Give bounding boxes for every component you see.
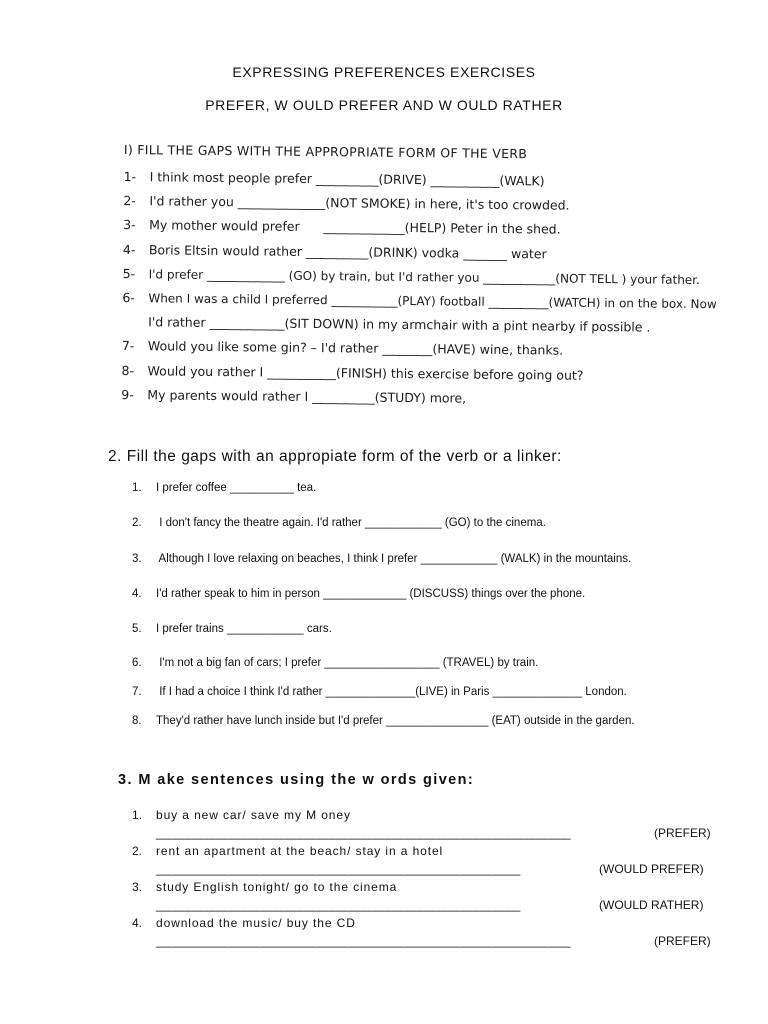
exercise-item: [132, 588, 585, 600]
answer-tag: (PREFER): [654, 826, 711, 840]
item-number: 6.: [132, 657, 142, 669]
answer-tag: (WOULD RATHER): [599, 898, 704, 912]
item-number: 3.: [132, 553, 142, 565]
item-text: Would you rather I ___________(FINISH) this exercise before going out?: [147, 362, 584, 383]
item-number: 4-: [122, 241, 136, 257]
exercise-item: [132, 482, 316, 494]
item-text: When I was a child I preferred ___________(PLAY) football __________(WATCH) in on the box. Now: [148, 291, 717, 312]
item-text-continued: I'd rather ____________(SIT DOWN) in my armchair with a pint nearby if possible .: [148, 314, 651, 335]
item-number: 1.: [132, 808, 143, 822]
item-number: 1.: [132, 482, 142, 494]
exercise-item: [132, 657, 538, 669]
answer-tag: (WOULD PREFER): [599, 862, 704, 876]
item-number: 5-: [122, 265, 136, 281]
item-number: 6-: [122, 289, 135, 306]
item-prompt: study English tonight/ go to the cinema: [156, 880, 398, 894]
item-text: If I had a choice I think I'd rather ______________(LIVE) in Paris ______________ London.: [156, 686, 627, 698]
answer-line: __________________________________________________________: [156, 862, 520, 876]
section-1: [121, 142, 724, 413]
item-text: Although I love relaxing on beaches, I think I prefer ____________ (WALK) in the mountains.: [156, 553, 632, 565]
section-3-heading: 3. M ake sentences using the w ords given:: [118, 772, 475, 788]
item-number: 8.: [132, 715, 142, 727]
item-number: 7-: [121, 338, 135, 354]
item-text: I think most people prefer __________(DRIVE) ___________(WALK): [149, 169, 545, 189]
exercise-item: [132, 686, 627, 698]
exercise-item: [121, 383, 721, 413]
item-prompt: rent an apartment at the beach/ stay in a hotel: [156, 844, 444, 858]
item-text: Would you like some gin? – I'd rather ________(HAVE) wine, thanks.: [147, 338, 564, 358]
item-text: I'd rather you ______________(NOT SMOKE) in here, it's too crowded.: [149, 193, 570, 213]
section-2-heading: 2. Fill the gaps with an appropiate form of the verb or a linker:: [108, 448, 562, 465]
item-number: 8-: [121, 362, 135, 378]
item-prompt: download the music/ buy the CD: [156, 916, 356, 930]
answer-line: __________________________________________________________________: [156, 934, 571, 948]
item-text: My parents would rather I __________(STUDY) more,: [147, 386, 467, 406]
answer-tag: (PREFER): [654, 934, 711, 948]
item-number: 3.: [132, 880, 143, 894]
item-prompt: buy a new car/ save my M oney: [156, 808, 351, 822]
item-text: I prefer trains ____________ cars.: [156, 623, 332, 635]
item-text: Boris Eltsin would rather __________(DRINK) vodka _______ water: [148, 241, 547, 261]
exercise-item: [132, 623, 332, 635]
item-text: I don't fancy the theatre again. I'd rather ____________ (GO) to the cinema.: [156, 517, 546, 529]
item-text: I prefer coffee __________ tea.: [156, 482, 317, 494]
exercise-item: [132, 553, 631, 565]
item-number: 3-: [123, 217, 136, 233]
item-text: I'm not a big fan of cars; I prefer __________________ (TRAVEL) by train.: [156, 657, 539, 669]
item-text: My mother would prefer _____________(HELP) Peter in the shed.: [149, 217, 561, 237]
item-number: 2.: [132, 517, 142, 529]
exercise-item: [132, 517, 546, 529]
item-number: 7.: [132, 686, 142, 698]
item-text: I'd prefer _____________ (GO) by train, but I'd rather you ____________(NOT TELL ) your father.: [148, 267, 700, 287]
page-subtitle: PREFER, W OULD PREFER AND W OULD RATHER: [205, 97, 563, 113]
section-1-heading: I) FILL THE GAPS WITH THE APPROPRIATE FORM OF THE VERB: [123, 142, 528, 162]
item-text: They'd rather have lunch inside but I'd prefer ________________ (EAT) outside in the garden.: [156, 715, 635, 727]
answer-line: __________________________________________________________________: [156, 826, 571, 840]
item-number: 9-: [121, 386, 134, 402]
page-title: EXPRESSING PREFERENCES EXERCISES: [232, 64, 536, 80]
item-number: 4.: [132, 916, 143, 930]
item-number: 5.: [132, 623, 142, 635]
exercise-item: [132, 715, 635, 727]
item-number: 4.: [132, 588, 142, 600]
item-number: 2-: [123, 193, 136, 209]
answer-line: __________________________________________________________: [156, 898, 520, 912]
item-number: 1-: [123, 168, 137, 185]
item-number: 2.: [132, 844, 143, 858]
item-text: I'd rather speak to him in person _____________ (DISCUSS) things over the phone.: [156, 588, 586, 600]
